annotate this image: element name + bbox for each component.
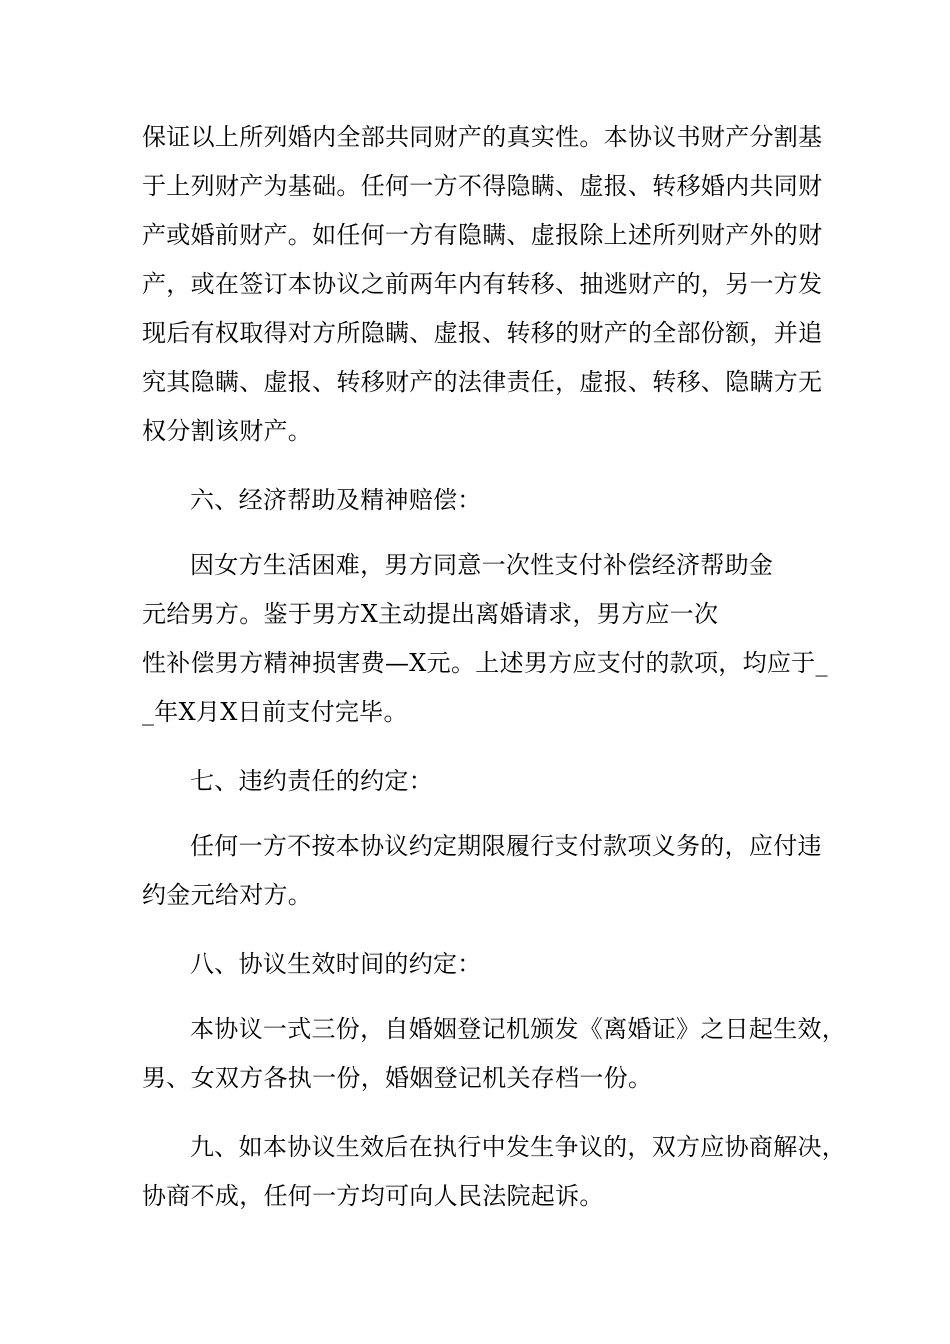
paragraph-line: 约金元给对方。 <box>142 881 313 909</box>
section-heading-9: 九、如本协议生效后在执行中发生争议的，双方应协商解决， <box>190 1133 847 1161</box>
paragraph-line: 因女方生活困难，男方同意一次性支付补偿经济帮助金 <box>190 551 774 579</box>
paragraph-line: 性补偿男方精神损害费—X元。上述男方应支付的款项，均应于_ <box>142 649 828 677</box>
paragraph-line: 权分割该财产。 <box>142 417 313 445</box>
paragraph-line: 于上列财产为基础。任何一方不得隐瞒、虚报、转移婚内共同财 <box>142 172 823 200</box>
paragraph-line: 男、女双方各执一份，婚姻登记机关存档一份。 <box>142 1064 653 1092</box>
paragraph-line: 究其隐瞒、虚报、转移财产的法律责任，虚报、转移、隐瞒方无 <box>142 368 823 396</box>
section-heading-8: 八、协议生效时间的约定： <box>190 950 482 978</box>
section-heading-7: 七、违约责任的约定： <box>190 767 433 795</box>
paragraph-line: 协商不成，任何一方均可向人民法院起诉。 <box>142 1182 604 1210</box>
paragraph-line: 现后有权取得对方所隐瞒、虚报、转移的财产的全部份额，并追 <box>142 319 823 347</box>
section-heading-6: 六、经济帮助及精神赔偿： <box>190 486 482 514</box>
paragraph-line: 本协议一式三份，自婚姻登记机颁发《离婚证》之日起生效， <box>190 1015 847 1043</box>
paragraph-line: 保证以上所列婚内全部共同财产的真实性。本协议书财产分割基 <box>142 123 823 151</box>
paragraph-line: _年X月X日前支付完毕。 <box>142 698 408 726</box>
paragraph-line: 产，或在签订本协议之前两年内有转移、抽逃财产的，另一方发 <box>142 270 823 298</box>
paragraph-line: 任何一方不按本协议约定期限履行支付款项义务的，应付违 <box>190 832 822 860</box>
paragraph-line: 元给男方。鉴于男方X主动提出离婚请求，男方应一次 <box>142 600 719 628</box>
paragraph-line: 产或婚前财产。如任何一方有隐瞒、虚报除上述所列财产外的财 <box>142 221 823 249</box>
